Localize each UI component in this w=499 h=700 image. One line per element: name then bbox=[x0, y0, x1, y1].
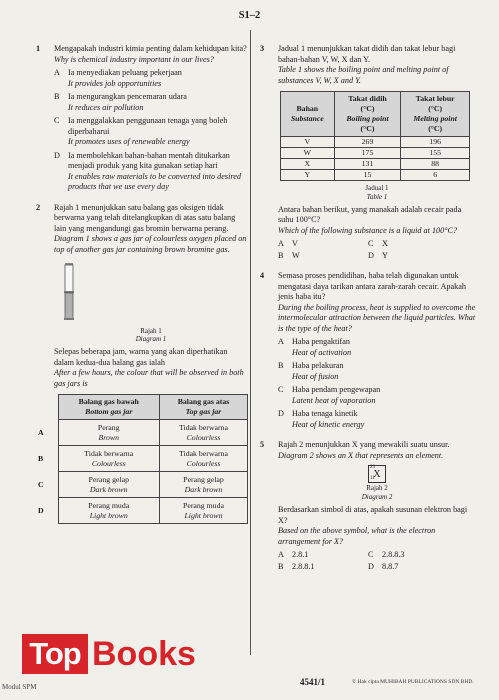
question-stem-en: During the boiling process, heat is supplied to overcome the intermolecular attraction between the liquid particles. What is the type of the heat? bbox=[278, 302, 476, 333]
options-grid bbox=[278, 239, 476, 261]
option-d[interactable]: D Y bbox=[368, 250, 388, 260]
question-follow-en: After a few hours, the colour that will be observed in both gas jars is bbox=[54, 368, 244, 388]
symbol-letter: X bbox=[373, 469, 381, 481]
mass-number: 23 bbox=[370, 465, 375, 471]
option-text-ms: Ia membolehkan bahan-bahan mentah ditukarkan menjadi produk yang kita gunakan setiap hari bbox=[68, 150, 230, 170]
top-jar-cell: Tidak berwarna Colourless bbox=[159, 446, 247, 472]
diagram-caption-ms: Rajah 2 bbox=[366, 484, 388, 493]
option-b[interactable] bbox=[54, 92, 248, 113]
bottom-jar-cell: Perang muda Light brown bbox=[58, 498, 159, 524]
option-b[interactable]: B W bbox=[278, 250, 300, 260]
question-stem-en: Diagram 2 shows an X that represents an element. bbox=[278, 450, 444, 460]
question-number: 4 bbox=[260, 271, 265, 281]
header-bottom-jar: Balang gas bawah Bottom gas jar bbox=[58, 395, 159, 420]
question-text-ms: Berdasarkan simbol di atas, apakah susunan elektron bagi X? bbox=[278, 505, 468, 525]
option-c[interactable] bbox=[54, 116, 248, 148]
option-letter: A bbox=[54, 68, 60, 77]
option-text-en: It promotes uses of renewable energy bbox=[68, 137, 190, 146]
option-letter: C bbox=[54, 116, 60, 125]
question-stem-ms: Jadual 1 menunjukkan takat didih dan takat lebur bagi bahan-bahan V, W, X dan Y. bbox=[278, 44, 456, 64]
footer-module: Modul SPM bbox=[2, 683, 37, 691]
option-b[interactable]: B 2.8.8.1 bbox=[278, 561, 315, 571]
question-stem-en: Diagram 1 shows a gas jar of colourless oxygen placed on top of another gas jar containing brown bromine gas. bbox=[54, 234, 247, 254]
option-b[interactable]: B Haba pelakuran Heat of fusion bbox=[278, 361, 344, 381]
option-a[interactable]: A Haba pengaktifan Heat of activation bbox=[278, 337, 352, 357]
question-number: 5 bbox=[260, 440, 265, 450]
option-letter: B bbox=[36, 446, 58, 472]
table-row: V 269 196 bbox=[281, 136, 470, 147]
table-row[interactable] bbox=[36, 446, 248, 472]
header-melting-point: Takat lebur (°C) Melting point (°C) bbox=[401, 92, 470, 137]
option-text-ms: Ia mengurangkan pencemaran udara bbox=[68, 92, 187, 101]
question-stem-ms: Rajah 1 menunjukkan satu balang gas oksigen tidak berwarna yang telah ditelangkupkan di atas satu balang lain yang mengandungi gas bromin berwarna perang. bbox=[54, 202, 236, 233]
option-c[interactable]: C X bbox=[368, 239, 388, 249]
option-a[interactable]: A 2.8.1 bbox=[278, 550, 309, 560]
option-d[interactable]: D Haba tenaga kinetik Heat of kinetic energy bbox=[278, 409, 365, 429]
answer-table bbox=[36, 394, 248, 524]
option-letter: B bbox=[54, 92, 60, 101]
question-2 bbox=[36, 203, 248, 525]
question-3 bbox=[260, 44, 476, 261]
topbooks-logo bbox=[22, 630, 208, 680]
header-boiling-point: Takat didih (°C) Boiling point (°C) bbox=[334, 92, 401, 137]
table-row[interactable] bbox=[36, 420, 248, 446]
page-code: S1–2 bbox=[238, 10, 261, 21]
option-c[interactable]: C 2.8.8.3 bbox=[368, 550, 405, 560]
blank-header bbox=[36, 395, 58, 420]
option-text-en: It enables raw materials to be converted into desired products that we use every day bbox=[68, 171, 241, 191]
footer-publisher: © Hak cipta MUHIBAH PUBLICATIONS SDN BHD. bbox=[352, 679, 474, 685]
header-substance: Bahan Substance bbox=[281, 92, 335, 137]
question-stem-ms: Rajah 2 menunjukkan X yang mewakili suatu unsur. bbox=[278, 440, 450, 450]
option-text-en: It reduces air pollution bbox=[68, 102, 144, 112]
bottom-jar-cell: Tidak berwarna Colourless bbox=[58, 446, 159, 472]
option-d[interactable] bbox=[54, 151, 248, 193]
option-c[interactable]: C Haba pendam pengewapan Latent heat of vaporation bbox=[278, 385, 381, 405]
question-stem-en: Why is chemical industry important in our lives? bbox=[54, 54, 214, 64]
question-text-ms: Antara bahan berikut, yang manakah adalah cecair pada suhu 100°C? bbox=[278, 204, 462, 225]
top-jar-cell: Perang gelap Dark brown bbox=[159, 472, 247, 498]
gas-jar-diagram bbox=[54, 261, 84, 321]
table-caption-en: Table 1 bbox=[366, 192, 388, 201]
bottom-jar-cell: Perang gelap Dark brown bbox=[58, 472, 159, 498]
option-text-ms: Ia menyediakan peluang pekerjaan bbox=[68, 68, 182, 77]
option-letter: A bbox=[36, 420, 58, 446]
options-grid bbox=[278, 550, 476, 572]
diagram-caption-en: Diagram 1 bbox=[135, 335, 167, 344]
question-follow-ms: Selepas beberapa jam, warna yang akan diperhatikan dalam kedua-dua balang gas ialah bbox=[54, 347, 228, 367]
question-text-en: Which of the following substance is a liquid at 100°C? bbox=[278, 225, 458, 235]
footer-paper-code: 4541/1 bbox=[300, 677, 326, 687]
question-4 bbox=[260, 271, 476, 430]
question-stem-ms: Mengapakah industri kimia penting dalam kehidupan kita? bbox=[54, 44, 247, 53]
logo-top-text: Top bbox=[22, 634, 88, 674]
proton-number: 11 bbox=[370, 476, 375, 482]
diagram-caption-ms: Rajah 1 bbox=[140, 326, 162, 335]
table-caption-ms: Jadual 1 bbox=[365, 183, 389, 192]
table-row: Y 15 6 bbox=[281, 169, 470, 180]
logo-books-text: Books bbox=[92, 635, 196, 673]
option-a[interactable] bbox=[54, 68, 248, 89]
element-symbol bbox=[368, 465, 386, 483]
header-top-jar: Balang gas atas Top gas jar bbox=[159, 395, 247, 420]
question-number: 2 bbox=[36, 202, 41, 212]
question-stem-ms: Semasa proses pendidihan, haba telah digunakan untuk mengatasi daya tarikan antara zarah-zarah cecair. Apakah jenis haba itu? bbox=[278, 271, 466, 302]
option-letter: D bbox=[36, 498, 58, 524]
top-jar-cell: Tidak berwarna Colourless bbox=[159, 420, 247, 446]
top-jar-cell: Perang muda Light brown bbox=[159, 498, 247, 524]
question-text-en: Based on the above symbol, what is the electron arrangement for X? bbox=[278, 526, 436, 546]
option-text-ms: Ia menggalakkan penggunaan tenaga yang boleh diperbaharui bbox=[68, 116, 228, 136]
table-row: W 175 155 bbox=[281, 147, 470, 158]
table-row[interactable] bbox=[36, 472, 248, 498]
table-row: X 131 88 bbox=[281, 158, 470, 169]
option-letter: C bbox=[36, 472, 58, 498]
table-row[interactable] bbox=[36, 498, 248, 524]
question-5 bbox=[260, 440, 476, 572]
question-stem-en: Table 1 shows the boiling point and melting point of substances V, W, X and Y. bbox=[278, 65, 449, 85]
question-1 bbox=[36, 44, 248, 193]
left-column bbox=[36, 44, 248, 534]
right-column bbox=[260, 44, 476, 582]
column-divider bbox=[250, 30, 251, 655]
option-d[interactable]: D 8.8.7 bbox=[368, 561, 399, 571]
bottom-jar-cell: Perang Brown bbox=[58, 420, 159, 446]
option-text-en: It provides job opportunities bbox=[68, 78, 162, 88]
diagram-caption-en: Diagram 2 bbox=[361, 493, 393, 502]
question-number: 1 bbox=[36, 44, 41, 53]
option-letter: D bbox=[54, 150, 60, 160]
option-a[interactable]: A V bbox=[278, 239, 298, 249]
question-number: 3 bbox=[260, 44, 265, 53]
boiling-melting-table bbox=[280, 91, 470, 181]
